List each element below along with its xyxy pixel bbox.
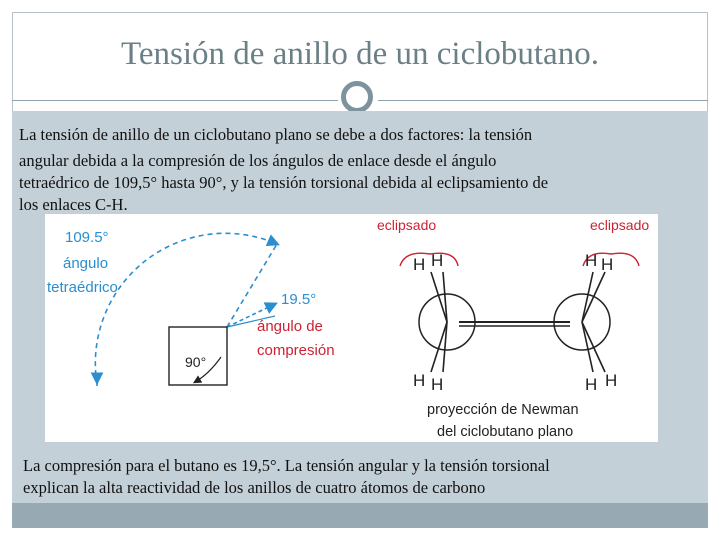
h-atom-7: H bbox=[585, 375, 598, 394]
circle-ornament-icon bbox=[341, 81, 373, 113]
h-atom-8: H bbox=[605, 371, 618, 390]
bond-right-lower-2 bbox=[582, 322, 605, 372]
footer-line-1: La compresión para el butano es 19,5°. La tensión angular y la tensión torsional bbox=[23, 456, 550, 475]
bond-right-upper-2 bbox=[582, 272, 605, 322]
compression-label-3: compresión bbox=[257, 342, 335, 359]
intro-line-4: los enlaces C-H. bbox=[19, 195, 128, 214]
eclipsed-right-label: eclipsado bbox=[590, 217, 650, 233]
square-angle-label: 90° bbox=[185, 354, 207, 370]
title-divider-right bbox=[378, 100, 708, 101]
footer-line-2: explican la alta reactividad de los anillos de cuatro átomos de carbono bbox=[23, 478, 486, 497]
figure-svg bbox=[45, 214, 658, 442]
h-atom-2: H bbox=[431, 251, 444, 270]
compression-label-2: ángulo de bbox=[257, 318, 323, 335]
bond-right-upper-1 bbox=[582, 272, 593, 322]
bond-right-lower-1 bbox=[582, 322, 593, 372]
h-atom-5: H bbox=[413, 371, 426, 390]
h-atom-4: H bbox=[601, 255, 614, 274]
title-divider-left bbox=[12, 100, 338, 101]
compression-label-1: 19.5° bbox=[281, 291, 317, 308]
angle-label-3: tetraédrico bbox=[47, 279, 118, 296]
intro-line-2: angular debida a la compresión de los ángulos de enlace desde el ángulo bbox=[19, 151, 497, 170]
tetrahedral-bond-line bbox=[227, 244, 277, 327]
newman-caption-2: del ciclobutano plano bbox=[437, 424, 574, 440]
h-atom-1: H bbox=[413, 255, 426, 274]
slide-title: Tensión de anillo de un ciclobutano. bbox=[121, 36, 599, 72]
eclipsed-left-label: eclipsado bbox=[377, 217, 437, 233]
angle-label-2: ángulo bbox=[63, 255, 109, 272]
eclipsed-left-brace bbox=[400, 253, 458, 266]
h-atom-3: H bbox=[585, 251, 598, 270]
bottom-band bbox=[12, 503, 708, 528]
cyclobutane-figure bbox=[45, 214, 658, 442]
h-atom-6: H bbox=[431, 375, 444, 394]
angle-label-1: 109.5° bbox=[65, 229, 109, 246]
newman-caption-1: proyección de Newman bbox=[427, 402, 579, 418]
intro-line-1: La tensión de anillo de un ciclobutano plano se debe a dos factores: la tensión bbox=[19, 125, 533, 144]
intro-line-3: tetraédrico de 109,5° hasta 90°, y la tensión torsional debida al eclipsamiento de bbox=[19, 173, 549, 192]
